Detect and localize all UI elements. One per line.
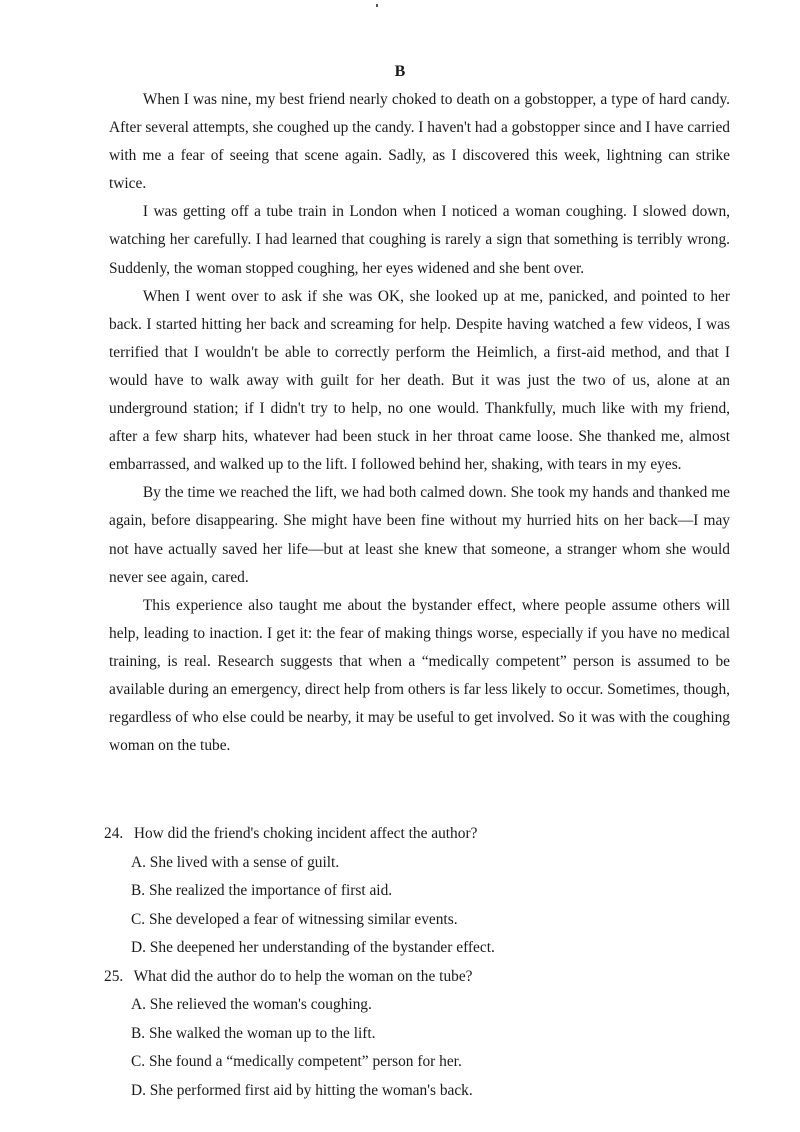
passage-paragraph: When I went over to ask if she was OK, she looked up at me, panicked, and pointed to her back. I started hitting her back and screaming for help. Despite having watched a few videos, I was terrified that I wouldn't be able to correctly perform the Heimlich, a first-aid method, and that I would have to walk away with guilt for her death. But it was just the two of us, alone at an underground station; if I didn't try to help, no one would. Thankfully, much like with my friend, after a few sharp hits, whatever had been stuck in her throat came loose. She thanked me, almost embarrassed, and walked up to the lift. I followed behind her, shaking, with tears in my eyes. [109,287,730,474]
option-c[interactable]: C. She developed a fear of witnessing similar events. [131,910,458,928]
question-text: What did the author do to help the woman on the tube? [133,967,473,985]
reading-passage [109,86,730,760]
question-number: 25. [104,967,124,985]
section-title: B [394,63,406,80]
question-stem [104,963,734,992]
question-list [104,820,734,1105]
question-24 [104,820,734,963]
question-stem [104,820,734,849]
passage-paragraph: By the time we reached the lift, we had both calmed down. She took my hands and thanked me again, before disappearing. She might have been fine without my hurried hits on her back—I may not have actually saved her life—but at least she knew that someone, a stranger whom she would never see again, cared. [109,484,730,586]
option-a[interactable]: A. She lived with a sense of guilt. [131,853,340,871]
option-d[interactable]: D. She deepened her understanding of the bystander effect. [131,939,495,956]
passage-paragraph: When I was nine, my best friend nearly choked to death on a gobstopper, a type of hard candy. After several attempts, she coughed up the candy. I haven't had a gobstopper since and I have carried with me a fear of seeing that scene again. Sadly, as I discovered this week, lightning can strike twice. [109,91,731,193]
option-a[interactable]: A. She relieved the woman's coughing. [131,996,372,1013]
option-c[interactable]: C. She found a “medically competent” person for her. [131,1053,462,1070]
option-b[interactable]: B. She walked the woman up to the lift. [131,1024,376,1042]
passage-paragraph: I was getting off a tube train in London when I noticed a woman coughing. I slowed down, watching her carefully. I had learned that coughing is rarely a sign that something is terribly wrong. Suddenly, the woman stopped coughing, her eyes widened and she bent over. [109,203,730,277]
option-b[interactable]: B. She realized the importance of first aid. [131,882,393,899]
passage-paragraph: This experience also taught me about the bystander effect, where people assume others will help, leading to inaction. I get it: the fear of making things worse, especially if you have no medical training, is real. Research suggests that when a “medically competent” person is assumed to be available during an emergency, direct help from others is far less likely to occur. Sometimes, though, regardless of who else could be nearby, it may be useful to get involved. So it was with the coughing woman on the tube. [109,596,730,755]
scan-mark [376,4,378,7]
question-number: 24. [104,825,124,842]
option-d[interactable]: D. She performed first aid by hitting the woman's back. [131,1081,473,1099]
question-text: How did the friend's choking incident affect the author? [133,825,478,842]
question-25 [104,963,734,1106]
